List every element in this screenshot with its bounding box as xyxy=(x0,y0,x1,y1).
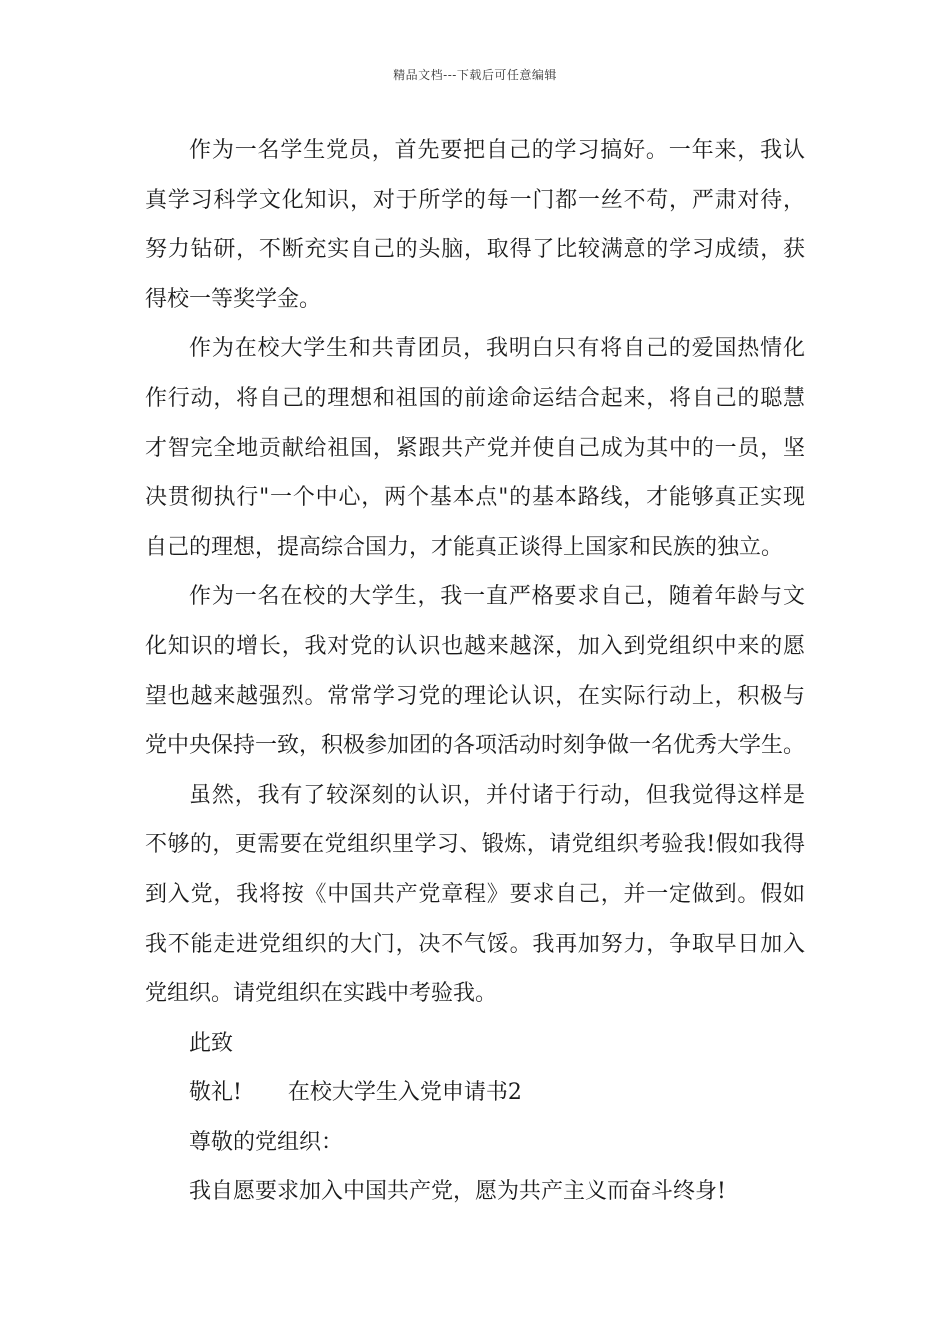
text-line: 自己的理想，提高综合国力，才能真正谈得上国家和民族的独立。 xyxy=(145,534,784,560)
text-line: 党中央保持一致，积极参加团的各项活动时刻争做一名优秀大学生。 xyxy=(145,733,805,759)
text-line: 真学习科学文化知识，对于所学的每一门都一丝不苟，严肃对待， xyxy=(145,187,805,213)
opening-line: 我自愿要求加入中国共产党，愿为共产主义而奋斗终身! xyxy=(189,1179,726,1205)
closing-line: 此致 xyxy=(189,1030,234,1056)
paragraph xyxy=(145,771,805,1019)
text-line: 党组织。请党组织在实践中考验我。 xyxy=(145,981,498,1007)
text-line: 努力钻研，不断充实自己的头脑，取得了比较满意的学习成绩，获 xyxy=(145,237,805,263)
text-line: 才智完全地贡献给祖国，紧跟共产党并使自己成为其中的一员，坚 xyxy=(145,435,805,461)
text-line: 作行动，将自己的理想和祖国的前途命运结合起来，将自己的聪慧 xyxy=(145,385,805,411)
text-line: 决贯彻执行"一个中心，两个基本点"的基本路线，才能够真正实现 xyxy=(145,485,805,511)
greeting-line: 尊敬的党组织： xyxy=(189,1129,344,1155)
document-body xyxy=(145,126,805,1217)
paragraph xyxy=(145,324,805,572)
text-line: 化知识的增长，我对党的认识也越来越深，加入到党组织中来的愿 xyxy=(145,633,805,659)
text-line: 我不能走进党组织的大门，决不气馁。我再加努力，争取早日加入 xyxy=(145,931,805,957)
paragraph xyxy=(145,126,805,324)
text-line: 得校一等奖学金。 xyxy=(145,286,322,312)
text-line: 作为一名学生党员，首先要把自己的学习搞好。一年来，我认 xyxy=(189,138,805,163)
text-line: 作为一名在校的大学生，我一直严格要求自己，随着年龄与文 xyxy=(189,584,805,610)
text-line: 虽然，我有了较深刻的认识，并付诸于行动，但我觉得这样是 xyxy=(189,782,805,808)
next-document-title: 在校大学生入党申请书2 xyxy=(287,1080,522,1106)
paragraph xyxy=(145,572,805,770)
text-line: 到入党，我将按《中国共产党章程》要求自己，并一定做到。假如 xyxy=(145,881,805,907)
text-line: 望也越来越强烈。常常学习党的理论认识，在实际行动上，积极与 xyxy=(145,683,805,709)
salute-text: 敬礼! xyxy=(189,1080,242,1106)
salute-line xyxy=(145,1068,805,1118)
closing-section xyxy=(145,1019,805,1217)
text-line: 作为在校大学生和共青团员，我明白只有将自己的爱国热情化 xyxy=(189,336,805,362)
page-header: 精品文档---下载后可任意编辑 xyxy=(393,68,557,82)
text-line: 不够的，更需要在党组织里学习、锻炼，请党组织考验我!假如我得 xyxy=(145,832,805,858)
